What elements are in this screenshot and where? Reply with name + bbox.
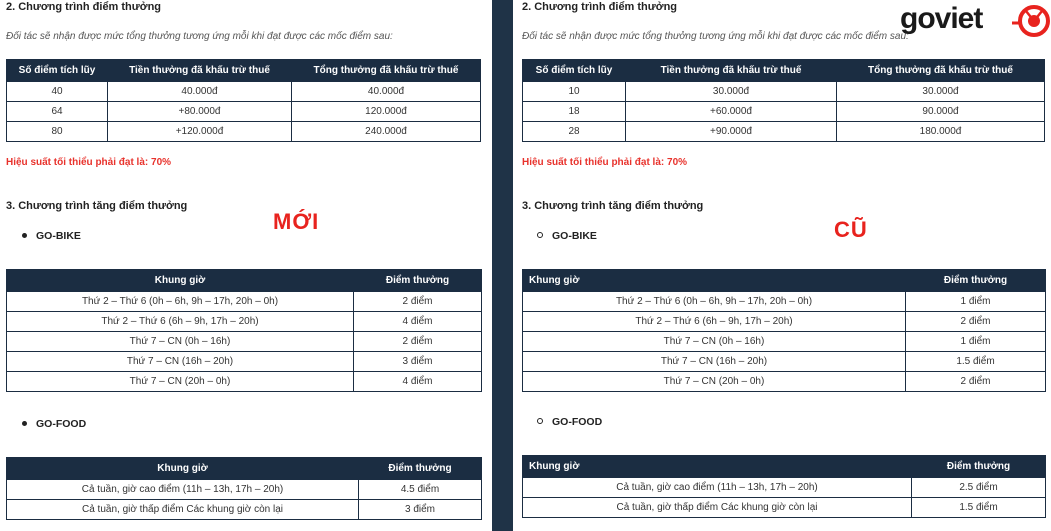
- gobike-label: GO-BIKE: [36, 230, 81, 242]
- table-cell: 2 điểm: [354, 332, 482, 352]
- performance-note: Hiệu suất tối thiểu phải đạt là: 70%: [6, 157, 172, 168]
- table-cell: 4 điểm: [354, 372, 482, 392]
- table-cell: Thứ 2 – Thứ 6 (6h – 9h, 17h – 20h): [523, 312, 906, 332]
- table-cell: 18: [523, 102, 626, 122]
- table-cell: Cả tuần, giờ thấp điểm Các khung giờ còn lại: [523, 498, 912, 518]
- table-cell: 40.000đ: [108, 82, 292, 102]
- col-header: Điểm thưởng: [906, 270, 1046, 292]
- table-header-row: [523, 456, 1046, 478]
- old-stamp: CŨ: [834, 217, 868, 242]
- table-cell: 1 điểm: [906, 292, 1046, 312]
- table-cell: 28: [523, 122, 626, 142]
- scooter-wheel-icon: [1012, 2, 1050, 40]
- col-header: Tổng thưởng đã khấu trừ thuế: [837, 60, 1045, 82]
- table-row: [7, 332, 482, 352]
- bullet-icon: [537, 418, 543, 424]
- gobike-table: [522, 269, 1046, 392]
- section3-title: 3. Chương trình tăng điểm thưởng: [6, 200, 188, 212]
- table-header-row: [523, 270, 1046, 292]
- table-row: [7, 500, 482, 520]
- gofood-label: GO-FOOD: [36, 418, 87, 430]
- table-row: [7, 292, 482, 312]
- col-header: Tiền thưởng đã khấu trừ thuế: [626, 60, 837, 82]
- table-cell: Thứ 7 – CN (20h – 0h): [523, 372, 906, 392]
- table-row: [7, 312, 482, 332]
- table-row: [523, 498, 1046, 518]
- table-row: [523, 478, 1046, 498]
- table-cell: Cả tuần, giờ cao điểm (11h – 13h, 17h – 20h): [7, 480, 359, 500]
- table-cell: 4 điểm: [354, 312, 482, 332]
- table-row: [523, 292, 1046, 312]
- gobike-label: GO-BIKE: [552, 230, 597, 242]
- gobike-bullet: [22, 230, 81, 242]
- table-cell: 2.5 điểm: [912, 478, 1046, 498]
- col-header: Khung giờ: [523, 270, 906, 292]
- table-cell: Thứ 7 – CN (16h – 20h): [523, 352, 906, 372]
- table-row: [7, 82, 481, 102]
- table-cell: 4.5 điểm: [359, 480, 482, 500]
- section2-title: 2. Chương trình điểm thưởng: [522, 1, 678, 13]
- table-row: [523, 372, 1046, 392]
- goviet-logo: [900, 0, 1051, 44]
- section2-description: Đối tác sẽ nhận được mức tổng thưởng tương ứng mỗi khi đạt được các mốc điểm sau:: [6, 31, 393, 42]
- col-header: Khung giờ: [7, 270, 354, 292]
- logo-wordmark: goviet: [900, 2, 983, 35]
- table-cell: +120.000đ: [108, 122, 292, 142]
- table-row: [7, 352, 482, 372]
- table-row: [523, 82, 1045, 102]
- table-cell: 90.000đ: [837, 102, 1045, 122]
- table-row: [7, 372, 482, 392]
- table-row: [7, 122, 481, 142]
- table-cell: 64: [7, 102, 108, 122]
- table-cell: Thứ 7 – CN (16h – 20h): [7, 352, 354, 372]
- col-header: Khung giờ: [7, 458, 359, 480]
- table-header-row: [523, 60, 1045, 82]
- table-cell: 40: [7, 82, 108, 102]
- table-cell: 1.5 điểm: [906, 352, 1046, 372]
- col-header: Tiền thưởng đã khấu trừ thuế: [108, 60, 292, 82]
- table-row: [7, 102, 481, 122]
- points-table: [6, 59, 481, 142]
- table-header-row: [7, 60, 481, 82]
- table-cell: 10: [523, 82, 626, 102]
- table-row: [523, 332, 1046, 352]
- col-header: Số điểm tích lũy: [7, 60, 108, 82]
- table-header-row: [7, 270, 482, 292]
- gofood-bullet: [22, 418, 86, 430]
- table-cell: Thứ 7 – CN (20h – 0h): [7, 372, 354, 392]
- table-cell: 1.5 điểm: [912, 498, 1046, 518]
- new-stamp: MỚI: [273, 209, 320, 234]
- table-cell: 3 điểm: [354, 352, 482, 372]
- new-policy-panel: [0, 0, 492, 531]
- table-row: [523, 352, 1046, 372]
- table-cell: +60.000đ: [626, 102, 837, 122]
- table-row: [523, 102, 1045, 122]
- table-cell: Thứ 7 – CN (0h – 16h): [7, 332, 354, 352]
- table-cell: Cả tuần, giờ cao điểm (11h – 13h, 17h – 20h): [523, 478, 912, 498]
- gofood-table: [522, 455, 1046, 518]
- table-row: [523, 312, 1046, 332]
- gobike-bullet: [537, 230, 597, 242]
- table-row: [7, 480, 482, 500]
- gofood-table: [6, 457, 482, 520]
- bullet-icon: [537, 232, 543, 238]
- table-header-row: [7, 458, 482, 480]
- table-cell: +80.000đ: [108, 102, 292, 122]
- old-policy-panel: [513, 0, 1051, 531]
- table-cell: +90.000đ: [626, 122, 837, 142]
- table-row: [523, 122, 1045, 142]
- gofood-label: GO-FOOD: [552, 416, 603, 428]
- col-header: Số điểm tích lũy: [523, 60, 626, 82]
- col-header: Điểm thưởng: [359, 458, 482, 480]
- col-header: Điểm thưởng: [354, 270, 482, 292]
- performance-note: Hiệu suất tối thiểu phải đạt là: 70%: [522, 157, 688, 168]
- table-cell: Thứ 2 – Thứ 6 (0h – 6h, 9h – 17h, 20h – 0h): [523, 292, 906, 312]
- gofood-bullet: [537, 416, 602, 428]
- table-cell: 30.000đ: [837, 82, 1045, 102]
- table-cell: Cả tuần, giờ thấp điểm Các khung giờ còn lại: [7, 500, 359, 520]
- table-cell: 2 điểm: [354, 292, 482, 312]
- bullet-icon: [22, 233, 27, 238]
- table-cell: Thứ 2 – Thứ 6 (0h – 6h, 9h – 17h, 20h – 0h): [7, 292, 354, 312]
- table-cell: 80: [7, 122, 108, 142]
- table-cell: 1 điểm: [906, 332, 1046, 352]
- table-cell: Thứ 7 – CN (0h – 16h): [523, 332, 906, 352]
- gobike-table: [6, 269, 482, 392]
- points-table: [522, 59, 1045, 142]
- table-cell: 30.000đ: [626, 82, 837, 102]
- col-header: Tổng thưởng đã khấu trừ thuế: [292, 60, 481, 82]
- bullet-icon: [22, 421, 27, 426]
- col-header: Điểm thưởng: [912, 456, 1046, 478]
- section2-description: Đối tác sẽ nhận được mức tổng thưởng tương ứng mỗi khi đạt được các mốc điểm sau:: [522, 31, 909, 42]
- table-cell: 40.000đ: [292, 82, 481, 102]
- table-cell: 180.000đ: [837, 122, 1045, 142]
- table-cell: 2 điểm: [906, 372, 1046, 392]
- table-cell: 240.000đ: [292, 122, 481, 142]
- col-header: Khung giờ: [523, 456, 912, 478]
- table-cell: Thứ 2 – Thứ 6 (6h – 9h, 17h – 20h): [7, 312, 354, 332]
- table-cell: 3 điểm: [359, 500, 482, 520]
- section3-title: 3. Chương trình tăng điểm thưởng: [522, 200, 704, 212]
- section2-title: 2. Chương trình điểm thưởng: [6, 1, 162, 13]
- table-cell: 120.000đ: [292, 102, 481, 122]
- table-cell: 2 điểm: [906, 312, 1046, 332]
